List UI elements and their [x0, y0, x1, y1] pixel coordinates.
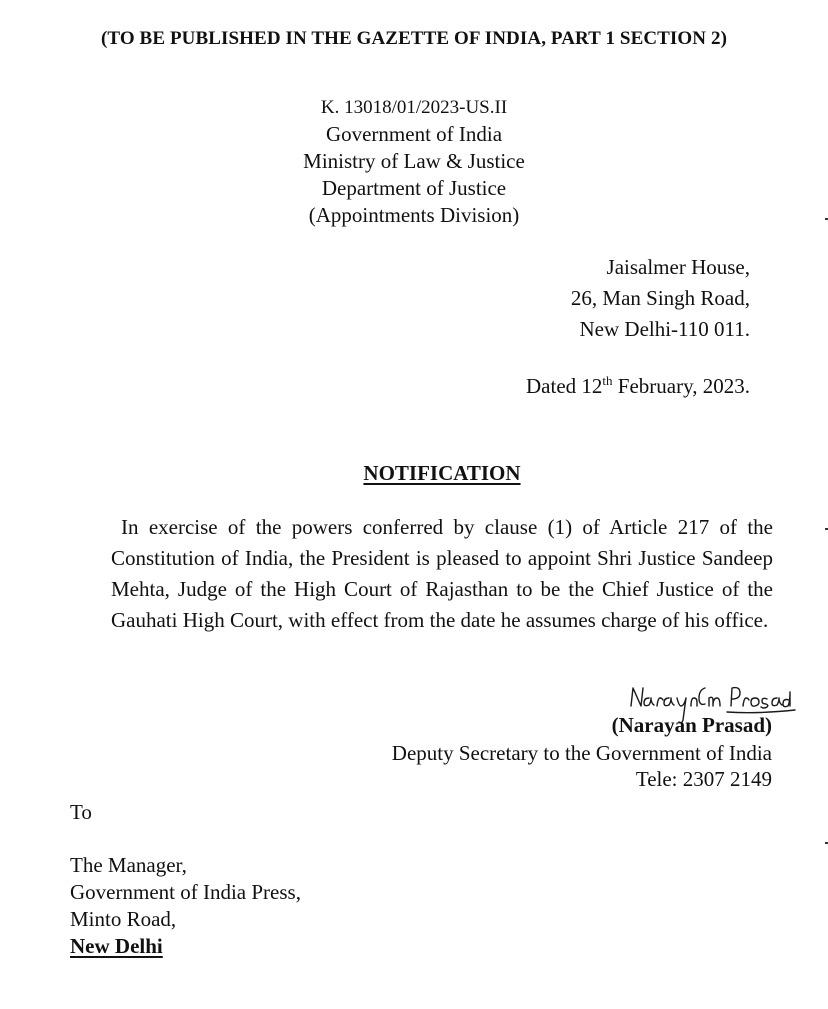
date-prefix: Dated 12: [526, 374, 603, 398]
reference-number: K. 13018/01/2023-US.II: [320, 97, 508, 118]
office-header: [0, 94, 828, 229]
recipient-address: [70, 852, 301, 960]
address-line-3: New Delhi-110 011.: [579, 317, 750, 341]
recipient-city: New Delhi: [70, 934, 163, 958]
ministry-name: Ministry of Law & Justice: [303, 149, 525, 173]
to-label: To: [70, 800, 92, 824]
office-address: [571, 252, 750, 345]
department-name: Department of Justice: [321, 176, 507, 200]
recipient-line-1: The Manager,: [70, 853, 187, 877]
notification-body: In exercise of the powers conferred by clause (1) of Article 217 of the Constitution of India, the President is pleased to appoint Shri Justice Sandeep Mehta, Judge of the High Court of Rajasthan to be the Chief Justice of the Gauhati High Court, with effect from the date he assumes charge of his office.: [111, 515, 773, 632]
address-line-2: 26, Man Singh Road,: [570, 286, 750, 310]
signatory-designation: Deputy Secretary to the Government of India: [391, 741, 772, 765]
division-name: (Appointments Division): [308, 203, 520, 227]
address-line-1: Jaisalmer House,: [606, 255, 750, 279]
date-line: [526, 374, 750, 399]
signatory-telephone: Tele: 2307 2149: [635, 767, 772, 791]
recipient-line-3: Minto Road,: [70, 907, 177, 931]
recipient-line-2: Government of India Press,: [70, 880, 301, 904]
signatory-name: (Narayan Prasad): [611, 713, 772, 737]
notification-title: NOTIFICATION: [363, 461, 521, 485]
date-rest: February, 2023.: [612, 374, 750, 398]
government-name: Government of India: [325, 122, 503, 146]
date-ordinal-suffix: th: [602, 373, 613, 388]
gazette-header: (TO BE PUBLISHED IN THE GAZETTE OF INDIA, PART 1 SECTION 2): [100, 28, 728, 49]
